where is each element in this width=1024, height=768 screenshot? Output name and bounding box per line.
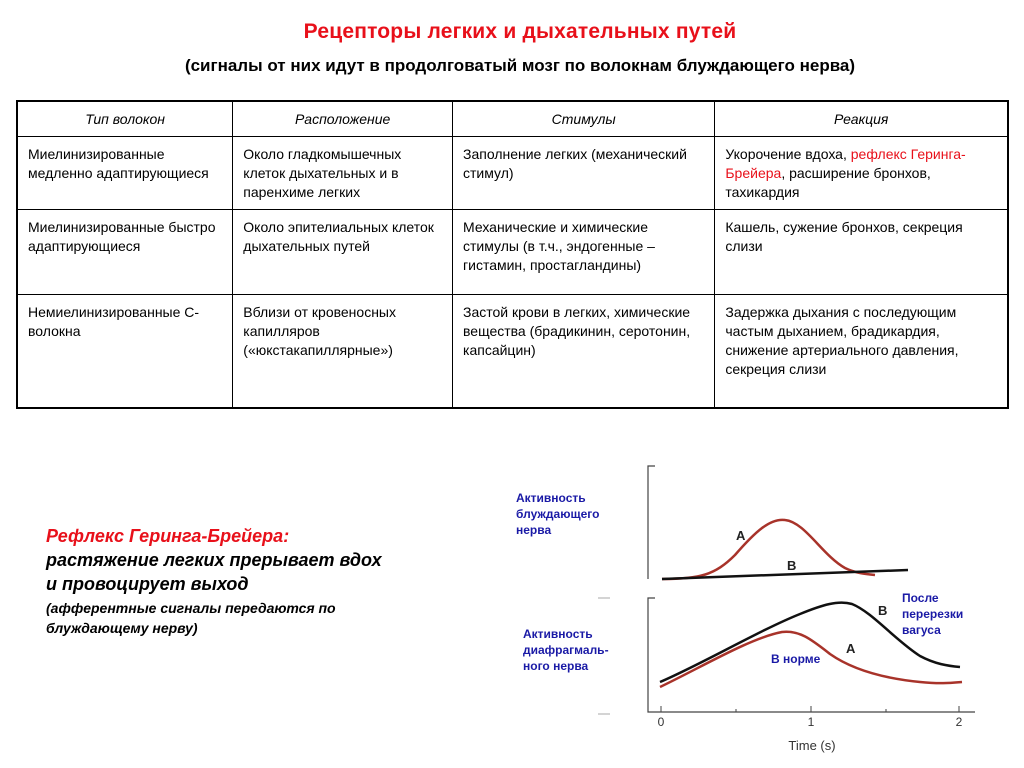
reflex-note: (афферентные сигналы передаются по блуждающему нерву) (46, 600, 336, 636)
x-tick-label-0: 0 (657, 715, 665, 729)
reaction-highlight: рефлекс Геринга-Брейера (725, 146, 966, 181)
label-vagus-activity: Активность блуждающего нерва (516, 491, 600, 537)
header-fiber-type: Тип волокон (17, 101, 233, 137)
reflex-title: Рефлекс Геринга-Брейера: (46, 526, 290, 546)
cell-stimuli: Застой крови в легких, химические вещества (брадикинин, серотонин, капсайцин) (453, 295, 715, 409)
page-title: Рецепторы легких и дыхательных путей (303, 20, 737, 43)
cell-location: Около гладкомышечных клеток дыхательных и в паренхиме легких (233, 137, 453, 210)
x-tick-label-2: 2 (955, 715, 963, 729)
header-location: Расположение (233, 101, 453, 137)
cell-fiber: Миелинизированные медленно адаптирующиеся (17, 137, 233, 210)
phrenic-label-a: A (846, 641, 856, 656)
vagus-label-b: B (787, 558, 797, 573)
bottom-panel-axis (648, 598, 975, 712)
cell-fiber: Миелинизированные быстро адаптирующиеся (17, 210, 233, 295)
label-normal: В норме (771, 652, 821, 666)
header-reaction: Реакция (715, 101, 1008, 137)
cell-location: Вблизи от кровеносных капилляров («юкстакапиллярные») (233, 295, 453, 409)
top-panel-axis (648, 466, 655, 579)
cell-fiber: Немиелинизированные С-волокна (17, 295, 233, 409)
phrenic-curve-b (660, 603, 960, 682)
vagus-label-a: A (736, 528, 746, 543)
cell-stimuli: Заполнение легких (механический стимул) (453, 137, 715, 210)
cell-reaction: Задержка дыхания с последующим частым дыханием, брадикардия, снижение артериального давления, секреция слизи (715, 295, 1008, 409)
label-phrenic-activity: Активность диафрагмаль-ного нерва (523, 627, 609, 673)
cell-location: Около эпителиальных клеток дыхательных путей (233, 210, 453, 295)
page-subtitle: (сигналы от них идут в продолговатый мозг по волокнам блуждающего нерва) (184, 56, 856, 75)
x-tick-label-1: 1 (807, 715, 815, 729)
header-stimuli: Стимулы (453, 101, 715, 137)
x-axis-label: Time (s) (788, 738, 836, 753)
cell-reaction: Кашель, сужение бронхов, секреция слизи (715, 210, 1008, 295)
reflex-text: растяжение легких прерывает вдох и провоцирует выход (46, 550, 382, 594)
phrenic-label-b: B (878, 603, 888, 618)
reaction-text: Укорочение вдоха, (725, 146, 851, 162)
reaction-text-end: , расширение бронхов, тахикардия (725, 165, 931, 200)
cell-stimuli: Механические и химические стимулы (в т.ч., эндогенные – гистамин, простагландины) (453, 210, 715, 295)
label-after-vagotomy: После перерезки вагуса (902, 591, 964, 637)
vagus-curve-a (662, 520, 875, 579)
